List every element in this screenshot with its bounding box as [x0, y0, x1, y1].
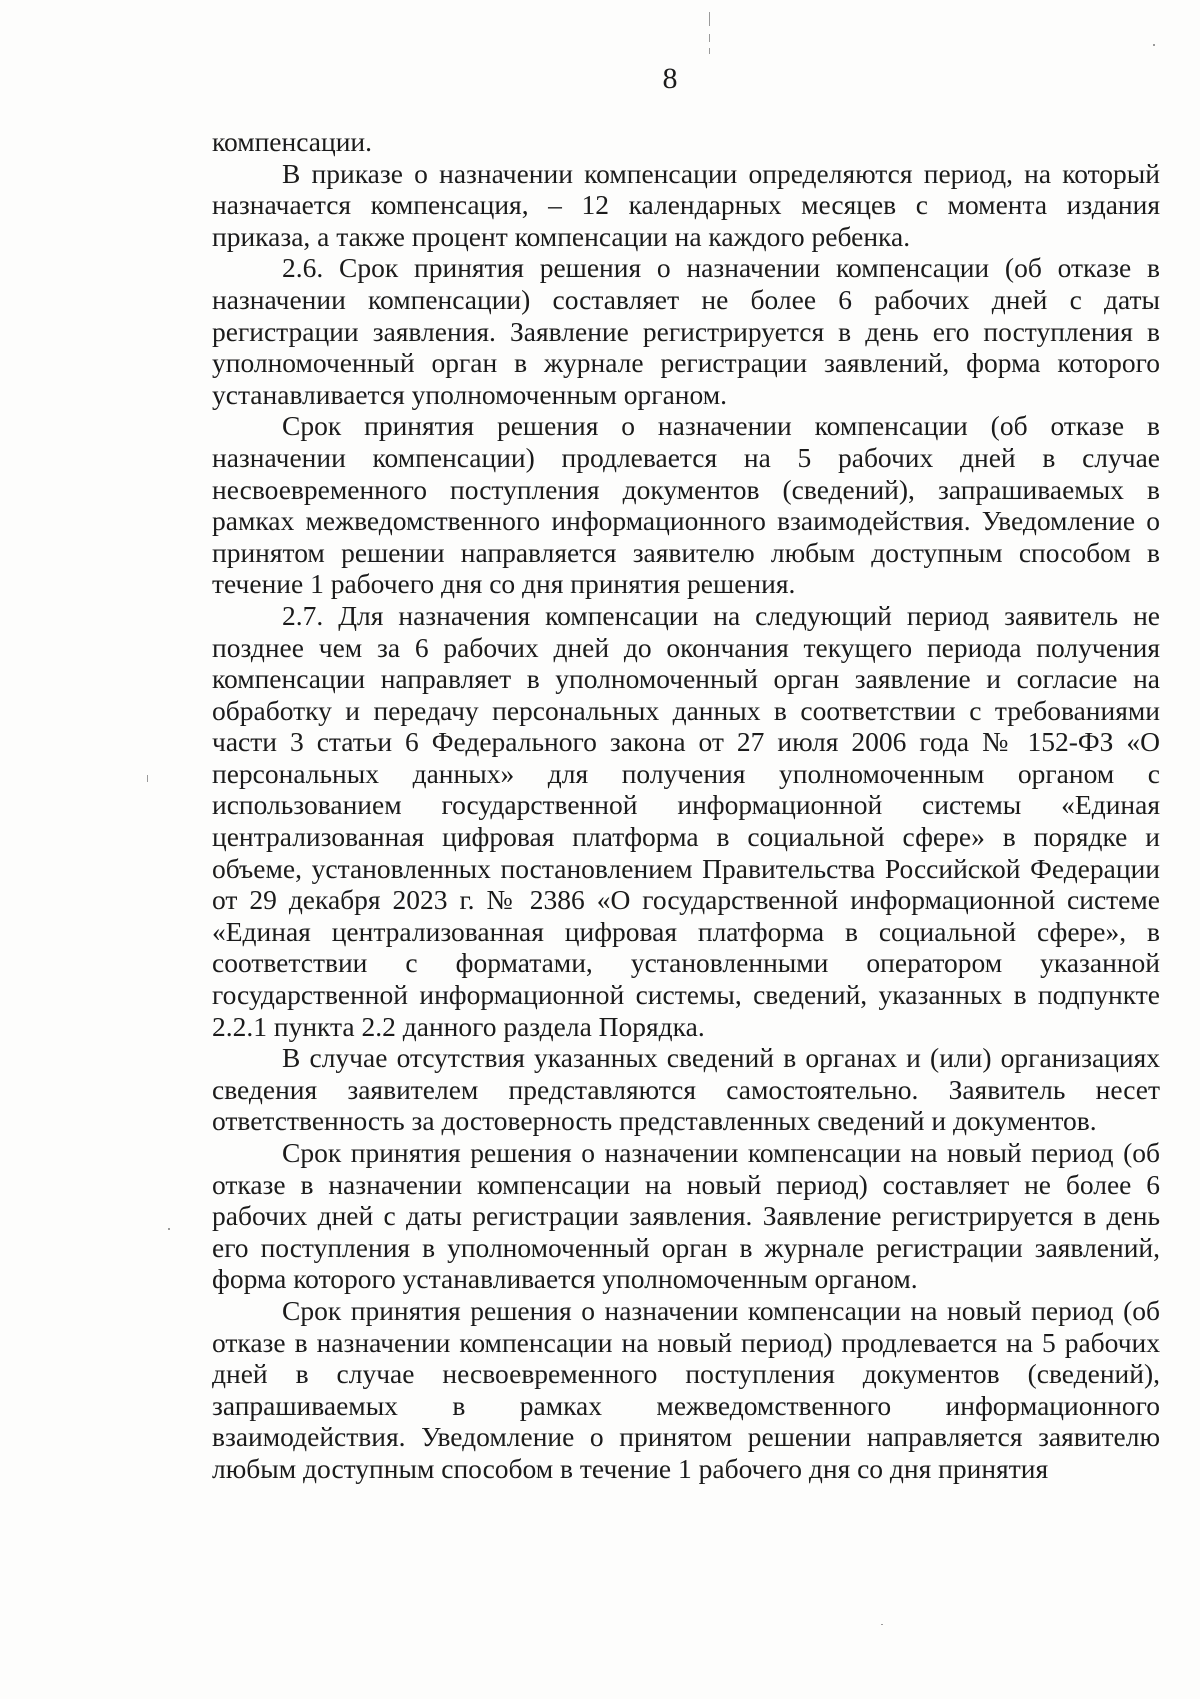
scan-artifact	[168, 1228, 170, 1230]
scan-artifact	[709, 34, 710, 42]
paragraph-new-period-term: Срок принятия решения о назначении компенсации на новый период (об отказе в назначении компенсации на новый период) составляет не более 6 рабочих дней с даты регистрации заявления. Заявление регистрируется в день его поступления в уполномоченный орган в журнале регистрации заявлений, форма которого устанавливается уполномоченным органом.	[212, 1137, 1160, 1295]
scan-artifact	[1153, 44, 1155, 46]
scan-artifact	[147, 775, 148, 782]
paragraph-continuation: компенсации.	[212, 126, 373, 157]
paragraph-2-7: 2.7. Для назначения компенсации на следующий период заявитель не позднее чем за 6 рабочих дней до окончания текущего периода получения компенсации направляет в уполномоченный орган заявление и согласие на обработку и передачу персональных данных в соответствии с требованиями части 3 статьи 6 Федерального закона от 27 июля 2006 года № 152-ФЗ «О персональных данных» для получения уполномоченным органом с использованием государственной информационной системы «Единая централизованная цифровая платформа в социальной сфере» в порядке и объеме, установленных постановлением Правительства Российской Федерации от 29 декабря 2023 г. № 2386 «О государственной информационной системе «Единая централизованная цифровая платформа в социальной сфере», в соответствии с форматами, установленными оператором указанной государственной информационной системы, сведений, указанных в подпункте 2.2.1 пункта 2.2 данного раздела Порядка.	[212, 599, 1160, 1042]
page-number: 8	[662, 62, 678, 95]
scan-artifact	[709, 48, 710, 54]
scan-artifact	[709, 12, 710, 26]
paragraph-new-period-extension: Срок принятия решения о назначении компенсации на новый период (об отказе в назначении компенсации на новый период) продлевается на 5 рабочих дней в случае несвоевременного поступления документов (сведений), запрашиваемых в рамках межведомственного информационного взаимодействия. Уведомление о принятом решении направляется заявителю любым доступным способом в течение 1 рабочего дня со дня принятия	[212, 1294, 1160, 1484]
paragraph-order-contents: В приказе о назначении компенсации определяются период, на который назначается компенсация, – 12 календарных месяцев с момента издания приказа, а также процент компенсации на каждого ребенка.	[212, 157, 1160, 252]
scan-artifact	[881, 1624, 883, 1625]
paragraph-extension: Срок принятия решения о назначении компенсации (об отказе в назначении компенсации) продлевается на 5 рабочих дней в случае несвоевременного поступления документов (сведений), запрашиваемых в рамках межведомственного информационного взаимодействия. Уведомление о принятом решении направляется заявителю любым доступным способом в течение 1 рабочего дня со дня принятия решения.	[212, 410, 1160, 600]
paragraph-2-6: 2.6. Срок принятия решения о назначении компенсации (об отказе в назначении компенсации) составляет не более 6 рабочих дней с даты регистрации заявления. Заявление регистрируется в день его поступления в уполномоченный орган в журнале регистрации заявлений, форма которого устанавливается уполномоченным органом.	[212, 252, 1160, 410]
document-body	[212, 126, 1160, 1485]
paragraph-missing-info: В случае отсутствия указанных сведений в органах и (или) организациях сведения заявителем представляются самостоятельно. Заявитель несет ответственность за достоверность представленных сведений и документов.	[212, 1042, 1160, 1137]
